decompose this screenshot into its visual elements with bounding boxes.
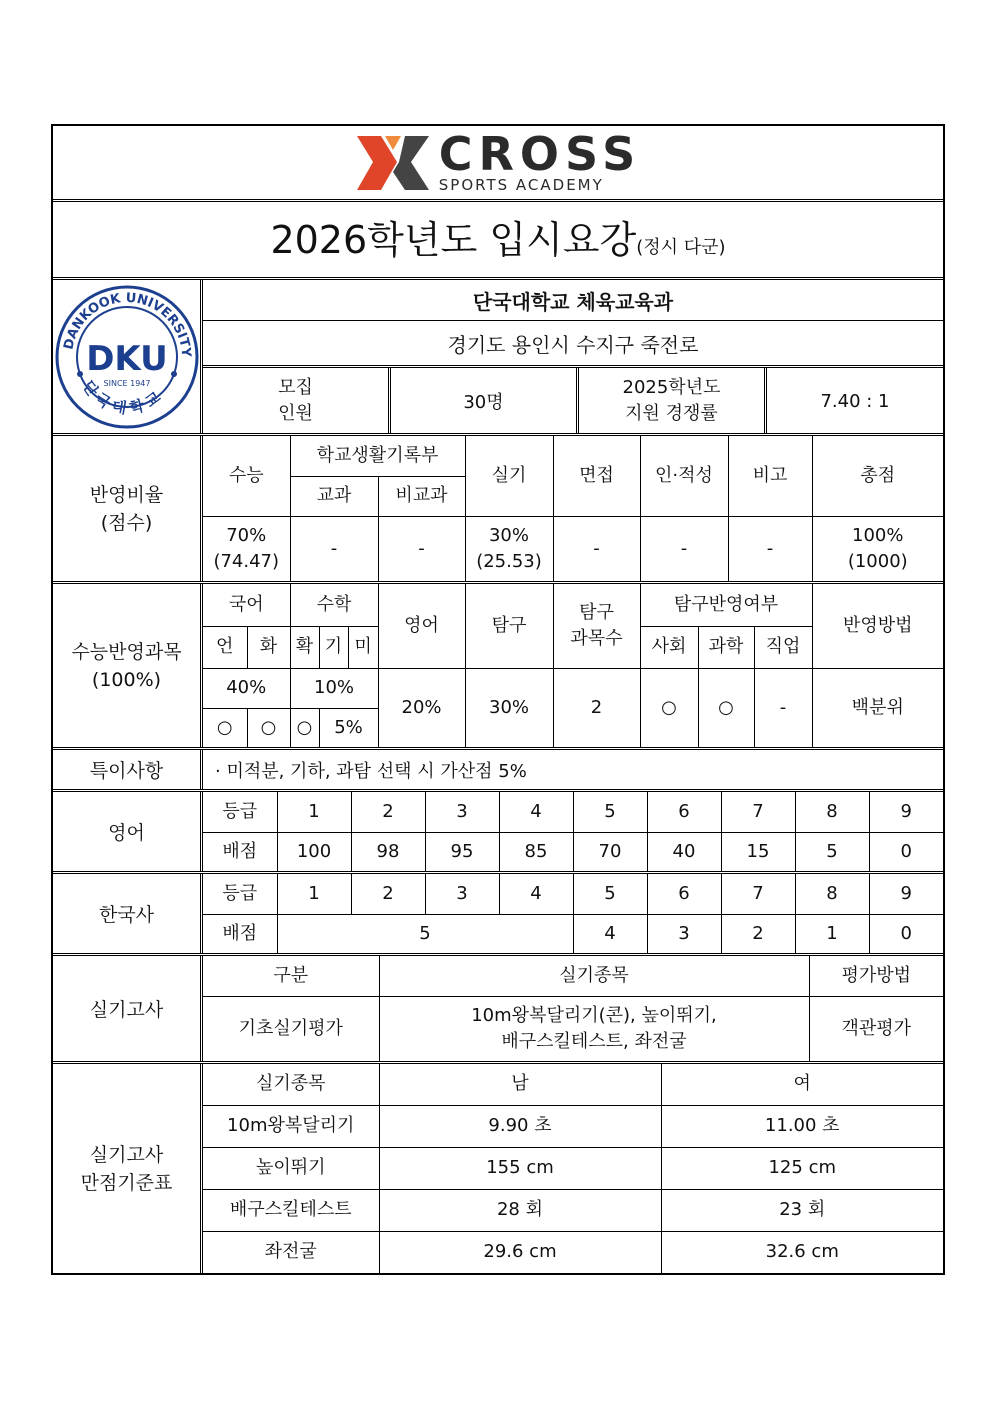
fullscore-male-cell: 28 회 xyxy=(379,1189,661,1231)
fullscore-female-cell: 125 cm xyxy=(661,1147,943,1189)
sn-h-math: 수학 xyxy=(290,584,378,626)
history-score-cell: 0 xyxy=(869,914,943,953)
fullscore-item-cell: 배구스킬테스트 xyxy=(203,1189,379,1231)
sn-mark-hwa: ○ xyxy=(247,708,290,747)
title-main: 2026학년도 입시요강 xyxy=(270,218,637,262)
history-grade-cell: 6 xyxy=(647,874,721,914)
history-grade-cell: 7 xyxy=(721,874,795,914)
ratio-h-record: 학교생활기록부 xyxy=(290,436,465,476)
fullscore-h-item: 실기종목 xyxy=(203,1064,379,1105)
ratio-h-nonsubject: 비교과 xyxy=(378,476,465,516)
english-score-cell: 40 xyxy=(647,832,721,871)
fullscore-male-cell: 9.90 초 xyxy=(379,1105,661,1147)
english-grade-label: 등급 xyxy=(203,792,277,832)
title-sub: (정시 다군) xyxy=(636,237,726,258)
english-grade-cell: 8 xyxy=(795,792,869,832)
history-grade-label: 등급 xyxy=(203,874,277,914)
ratio-h-subject: 교과 xyxy=(290,476,378,516)
svg-text:단 국 대 학 교: 단 국 대 학 교 xyxy=(78,376,164,417)
ratio-label: 반영비율 (점수) xyxy=(53,436,203,581)
suneung-label: 수능반영과목 (100%) xyxy=(53,584,203,747)
ratio-h-practical: 실기 xyxy=(465,436,553,516)
english-table xyxy=(203,792,943,871)
sn-sub-gi: 기 xyxy=(319,626,348,668)
sn-h-inquiry: 탐구 xyxy=(465,584,553,668)
cross-logo xyxy=(355,126,642,194)
history-label: 한국사 xyxy=(53,874,203,953)
sn-sub-mi: 미 xyxy=(348,626,378,668)
sn-sub-hwa: 화 xyxy=(247,626,290,668)
sn-mark-hwak: ○ xyxy=(290,708,319,747)
history-score-cell: 3 xyxy=(647,914,721,953)
sn-h-inquiry-count: 탐구 과목수 xyxy=(553,584,640,668)
english-grade-cell: 3 xyxy=(425,792,499,832)
sn-v-job: - xyxy=(754,668,812,747)
cross-x-icon xyxy=(355,132,431,194)
ratio-v-practical: 30% (25.53) xyxy=(465,516,553,581)
english-grade-cell: 9 xyxy=(869,792,943,832)
fullscore-table xyxy=(203,1064,943,1273)
english-score-cell: 85 xyxy=(499,832,573,871)
history-grade-cell: 4 xyxy=(499,874,573,914)
sn-v-social: ○ xyxy=(640,668,698,747)
history-table xyxy=(203,874,943,953)
fullscore-female-cell: 11.00 초 xyxy=(661,1105,943,1147)
practical-h-method: 평가방법 xyxy=(809,956,943,996)
history-grade-cell: 3 xyxy=(425,874,499,914)
suneung-table xyxy=(203,584,943,747)
history-grade-cell: 9 xyxy=(869,874,943,914)
fullscore-h-female: 여 xyxy=(661,1064,943,1105)
fullscore-row xyxy=(203,1105,943,1147)
history-score-cell: 1 xyxy=(795,914,869,953)
fullscore-label: 실기고사 만점기준표 xyxy=(53,1064,203,1273)
brand-subtitle: SPORTS ACADEMY xyxy=(438,175,604,194)
brand-name: CROSS xyxy=(438,126,642,181)
english-grade-cell: 2 xyxy=(351,792,425,832)
fullscore-item-cell: 10m왕복달리기 xyxy=(203,1105,379,1147)
ratio-table xyxy=(203,436,943,581)
sn-v-science: ○ xyxy=(698,668,754,747)
fullscore-item-cell: 높이뛰기 xyxy=(203,1147,379,1189)
history-score-label: 배점 xyxy=(203,914,277,953)
english-grade-cell: 7 xyxy=(721,792,795,832)
english-score-cell: 100 xyxy=(277,832,351,871)
admission-sheet xyxy=(51,124,945,1275)
ratio-v-total: 100% (1000) xyxy=(812,516,943,581)
history-grade-cell: 8 xyxy=(795,874,869,914)
fullscore-female-cell: 32.6 cm xyxy=(661,1231,943,1273)
fullscore-section xyxy=(53,1064,943,1273)
fullscore-row xyxy=(203,1147,943,1189)
page-title xyxy=(53,202,943,280)
practical-section xyxy=(53,956,943,1064)
ratio-section xyxy=(53,436,943,584)
english-grade-cell: 5 xyxy=(573,792,647,832)
history-score-cell: 2 xyxy=(721,914,795,953)
ratio-h-suneung: 수능 xyxy=(203,436,290,516)
sn-v-english: 20% xyxy=(378,668,465,747)
fullscore-h-male: 남 xyxy=(379,1064,661,1105)
school-section xyxy=(53,280,943,436)
special-section xyxy=(53,750,943,792)
ratio-h-interview: 면접 xyxy=(553,436,640,516)
history-grade-cell: 1 xyxy=(277,874,351,914)
fullscore-male-cell: 155 cm xyxy=(379,1147,661,1189)
history-grade-cell: 2 xyxy=(351,874,425,914)
practical-method: 객관평가 xyxy=(809,996,943,1061)
history-section xyxy=(53,874,943,956)
competition-label: 2025학년도 지원 경쟁률 xyxy=(579,368,767,434)
english-score-label: 배점 xyxy=(203,832,277,871)
svg-text:DKU: DKU xyxy=(85,338,168,379)
svg-text:SINCE 1947: SINCE 1947 xyxy=(103,378,150,388)
fullscore-female-cell: 23 회 xyxy=(661,1189,943,1231)
brand-header xyxy=(53,126,943,202)
english-grade-cell: 4 xyxy=(499,792,573,832)
english-section xyxy=(53,792,943,874)
sn-mark-eon: ○ xyxy=(203,708,247,747)
history-score-cell: 4 xyxy=(573,914,647,953)
fullscore-row xyxy=(203,1189,943,1231)
ratio-v-etc: - xyxy=(728,516,812,581)
english-grade-cell: 6 xyxy=(647,792,721,832)
practical-h-type: 구분 xyxy=(203,956,379,996)
dku-seal-icon xyxy=(54,284,200,430)
sn-sub-job: 직업 xyxy=(754,626,812,668)
ratio-v-suneung: 70% (74.47) xyxy=(203,516,290,581)
sn-h-method: 반영방법 xyxy=(812,584,943,668)
fullscore-male-cell: 29.6 cm xyxy=(379,1231,661,1273)
english-grade-cell: 1 xyxy=(277,792,351,832)
sn-v-math: 10% xyxy=(290,668,378,708)
history-grade-cell: 5 xyxy=(573,874,647,914)
competition-value: 7.40 : 1 xyxy=(820,390,890,412)
fullscore-item-cell: 좌전굴 xyxy=(203,1231,379,1273)
practical-h-items: 실기종목 xyxy=(379,956,809,996)
fullscore-row xyxy=(203,1231,943,1273)
dku-seal xyxy=(53,280,203,433)
special-label: 특이사항 xyxy=(53,750,203,789)
english-score-cell: 98 xyxy=(351,832,425,871)
sn-mark-gimi: 5% xyxy=(319,708,378,747)
english-label: 영어 xyxy=(53,792,203,871)
ratio-v-nonsubject: - xyxy=(378,516,465,581)
history-merged-score: 5 xyxy=(277,914,573,953)
english-score-cell: 0 xyxy=(869,832,943,871)
sn-sub-eon: 언 xyxy=(203,626,247,668)
sn-v-method: 백분위 xyxy=(812,668,943,747)
english-score-cell: 15 xyxy=(721,832,795,871)
sn-sub-hwak: 확 xyxy=(290,626,319,668)
practical-table xyxy=(203,956,943,1061)
ratio-h-total: 총점 xyxy=(812,436,943,516)
ratio-h-aptitude: 인·적성 xyxy=(640,436,728,516)
practical-items: 10m왕복달리기(콘), 높이뛰기, 배구스킬테스트, 좌전굴 xyxy=(379,996,809,1061)
english-score-cell: 70 xyxy=(573,832,647,871)
suneung-section xyxy=(53,584,943,750)
practical-label: 실기고사 xyxy=(53,956,203,1061)
ratio-h-etc: 비고 xyxy=(728,436,812,516)
sn-h-inquiry-reflect: 탐구반영여부 xyxy=(640,584,812,626)
sn-sub-social: 사회 xyxy=(640,626,698,668)
ratio-v-aptitude: - xyxy=(640,516,728,581)
ratio-v-interview: - xyxy=(553,516,640,581)
sn-h-korean: 국어 xyxy=(203,584,290,626)
ratio-v-subject: - xyxy=(290,516,378,581)
english-score-cell: 95 xyxy=(425,832,499,871)
sn-sub-science: 과학 xyxy=(698,626,754,668)
svg-text:DANKOOK UNIVERSITY: DANKOOK UNIVERSITY xyxy=(60,290,193,358)
recruit-label: 모집 인원 xyxy=(203,368,391,434)
school-address: 경기도 용인시 수지구 죽전로 xyxy=(203,321,943,368)
sn-v-inquiry-count: 2 xyxy=(553,668,640,747)
special-text: · 미적분, 기하, 과탐 선택 시 가산점 5% xyxy=(215,760,527,782)
sn-v-korean: 40% xyxy=(203,668,290,708)
sn-h-english: 영어 xyxy=(378,584,465,668)
english-score-cell: 5 xyxy=(795,832,869,871)
school-name: 단국대학교 체육교육과 xyxy=(203,280,943,321)
recruit-value: 30명 xyxy=(391,368,579,434)
sn-v-inquiry: 30% xyxy=(465,668,553,747)
practical-type: 기초실기평가 xyxy=(203,996,379,1061)
